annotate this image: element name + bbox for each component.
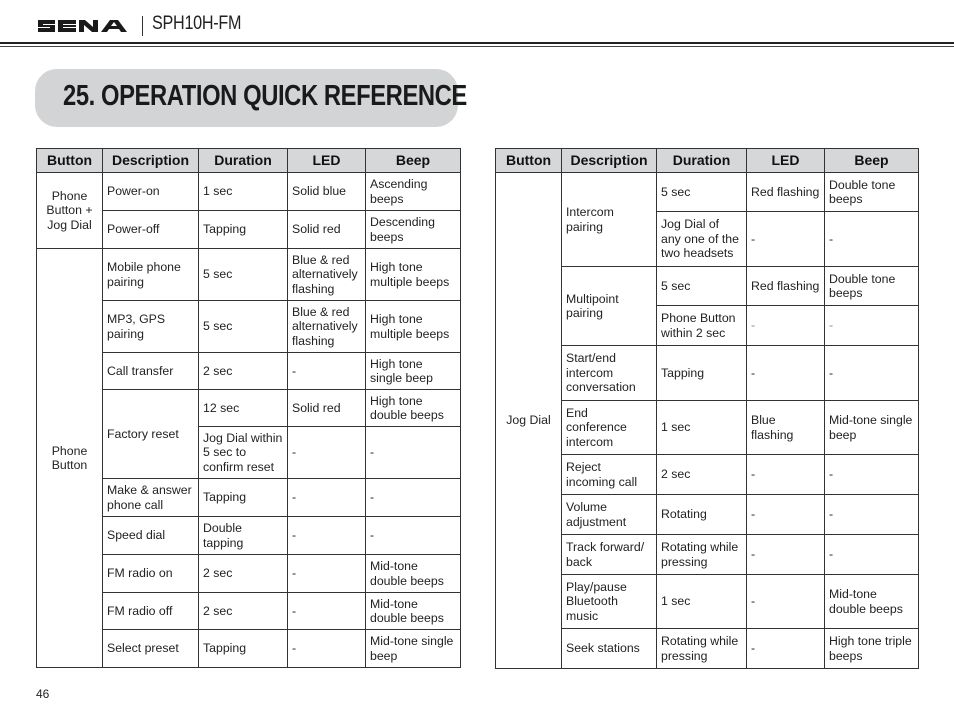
col-led: LED	[747, 149, 825, 173]
led-cell: -	[747, 575, 825, 629]
duration-cell: 5 sec	[657, 267, 747, 306]
description-cell: Speed dial	[103, 517, 199, 555]
led-cell: -	[747, 535, 825, 575]
beep-cell: High tone multiple beeps	[366, 249, 461, 301]
led-cell: -	[288, 593, 366, 630]
led-cell: Blue flashing	[747, 401, 825, 455]
header-rule-thin	[0, 46, 954, 47]
description-cell: Make & answer phone call	[103, 479, 199, 517]
description-cell: Start/end intercom conversation	[562, 346, 657, 401]
duration-cell: 2 sec	[657, 455, 747, 495]
description-cell: Reject incoming call	[562, 455, 657, 495]
duration-cell: 5 sec	[657, 173, 747, 212]
description-cell: Power-off	[103, 211, 199, 249]
page-header	[0, 0, 954, 48]
description-cell: Volume adjustment	[562, 495, 657, 535]
description-cell: Multipoint pairing	[562, 267, 657, 346]
duration-cell: 1 sec	[657, 575, 747, 629]
duration-cell: Jog Dial within 5 sec to confirm reset	[199, 427, 288, 479]
led-cell: -	[747, 629, 825, 669]
table-header-row	[496, 149, 919, 173]
led-cell: -	[288, 353, 366, 390]
description-cell: FM radio off	[103, 593, 199, 630]
button-cell: Jog Dial	[496, 173, 562, 669]
duration-cell: 2 sec	[199, 555, 288, 593]
led-cell: -	[288, 555, 366, 593]
duration-cell: Double tapping	[199, 517, 288, 555]
beep-cell: Descending beeps	[366, 211, 461, 249]
table-header-row	[37, 149, 461, 173]
beep-cell: High tone triple beeps	[825, 629, 919, 669]
header-divider	[142, 16, 143, 36]
beep-cell: High tone double beeps	[366, 390, 461, 427]
page-number: 46	[36, 687, 50, 701]
description-cell: Factory reset	[103, 390, 199, 479]
led-cell: -	[288, 427, 366, 479]
col-duration: Duration	[199, 149, 288, 173]
led-cell: Red flashing	[747, 173, 825, 212]
col-duration: Duration	[657, 149, 747, 173]
button-cell: Phone Button + Jog Dial	[37, 173, 103, 249]
beep-cell: -	[825, 346, 919, 401]
description-cell: End conference intercom	[562, 401, 657, 455]
beep-cell: Mid-tone single beep	[825, 401, 919, 455]
duration-cell: 1 sec	[657, 401, 747, 455]
beep-cell: -	[825, 306, 919, 346]
duration-cell: 12 sec	[199, 390, 288, 427]
led-cell: -	[288, 517, 366, 555]
description-cell: Power-on	[103, 173, 199, 211]
header-rule	[0, 42, 954, 44]
led-cell: -	[747, 306, 825, 346]
led-cell: -	[747, 212, 825, 267]
beep-cell: -	[825, 535, 919, 575]
left-reference-table	[36, 148, 461, 668]
duration-cell: Tapping	[199, 630, 288, 668]
beep-cell: -	[825, 212, 919, 267]
description-cell: Play/pause Bluetooth music	[562, 575, 657, 629]
col-description: Description	[103, 149, 199, 173]
beep-cell: Mid-tone single beep	[366, 630, 461, 668]
led-cell: -	[747, 495, 825, 535]
beep-cell: -	[366, 427, 461, 479]
led-cell: -	[288, 630, 366, 668]
page-title: 25. OPERATION QUICK REFERENCE	[63, 80, 467, 112]
duration-cell: 5 sec	[199, 249, 288, 301]
col-led: LED	[288, 149, 366, 173]
led-cell: Solid red	[288, 211, 366, 249]
duration-cell: Rotating while pressing	[657, 535, 747, 575]
duration-cell: 2 sec	[199, 593, 288, 630]
description-cell: Mobile phone pairing	[103, 249, 199, 301]
col-beep: Beep	[825, 149, 919, 173]
led-cell: -	[288, 479, 366, 517]
led-cell: -	[747, 455, 825, 495]
beep-cell: Ascending beeps	[366, 173, 461, 211]
duration-cell: Tapping	[199, 479, 288, 517]
table-row	[496, 173, 919, 212]
beep-cell: Mid-tone double beeps	[825, 575, 919, 629]
duration-cell: Tapping	[199, 211, 288, 249]
led-cell: Solid red	[288, 390, 366, 427]
led-cell: Solid blue	[288, 173, 366, 211]
beep-cell: Double tone beeps	[825, 267, 919, 306]
description-cell: MP3, GPS pairing	[103, 301, 199, 353]
beep-cell: Double tone beeps	[825, 173, 919, 212]
led-cell: Blue & red alternatively flashing	[288, 301, 366, 353]
table-row	[37, 249, 461, 301]
col-button: Button	[496, 149, 562, 173]
description-cell: Call transfer	[103, 353, 199, 390]
duration-cell: Phone Button within 2 sec	[657, 306, 747, 346]
led-cell: Blue & red alternatively flashing	[288, 249, 366, 301]
button-cell: Phone Button	[37, 249, 103, 668]
col-description: Description	[562, 149, 657, 173]
beep-cell: Mid-tone double beeps	[366, 555, 461, 593]
description-cell: Intercom pairing	[562, 173, 657, 267]
description-cell: FM radio on	[103, 555, 199, 593]
description-cell: Seek stations	[562, 629, 657, 669]
duration-cell: 2 sec	[199, 353, 288, 390]
beep-cell: High tone multiple beeps	[366, 301, 461, 353]
duration-cell: Jog Dial of any one of the two headsets	[657, 212, 747, 267]
beep-cell: -	[366, 517, 461, 555]
duration-cell: 1 sec	[199, 173, 288, 211]
description-cell: Track forward/ back	[562, 535, 657, 575]
col-beep: Beep	[366, 149, 461, 173]
beep-cell: High tone single beep	[366, 353, 461, 390]
duration-cell: Tapping	[657, 346, 747, 401]
col-button: Button	[37, 149, 103, 173]
description-cell: Select preset	[103, 630, 199, 668]
sena-logo	[36, 16, 132, 36]
led-cell: -	[747, 346, 825, 401]
beep-cell: Mid-tone double beeps	[366, 593, 461, 630]
beep-cell: -	[366, 479, 461, 517]
duration-cell: Rotating	[657, 495, 747, 535]
led-cell: Red flashing	[747, 267, 825, 306]
right-reference-table	[495, 148, 919, 669]
duration-cell: Rotating while pressing	[657, 629, 747, 669]
beep-cell: -	[825, 495, 919, 535]
table-row	[37, 173, 461, 211]
duration-cell: 5 sec	[199, 301, 288, 353]
beep-cell: -	[825, 455, 919, 495]
model-name: SPH10H-FM	[152, 13, 242, 34]
